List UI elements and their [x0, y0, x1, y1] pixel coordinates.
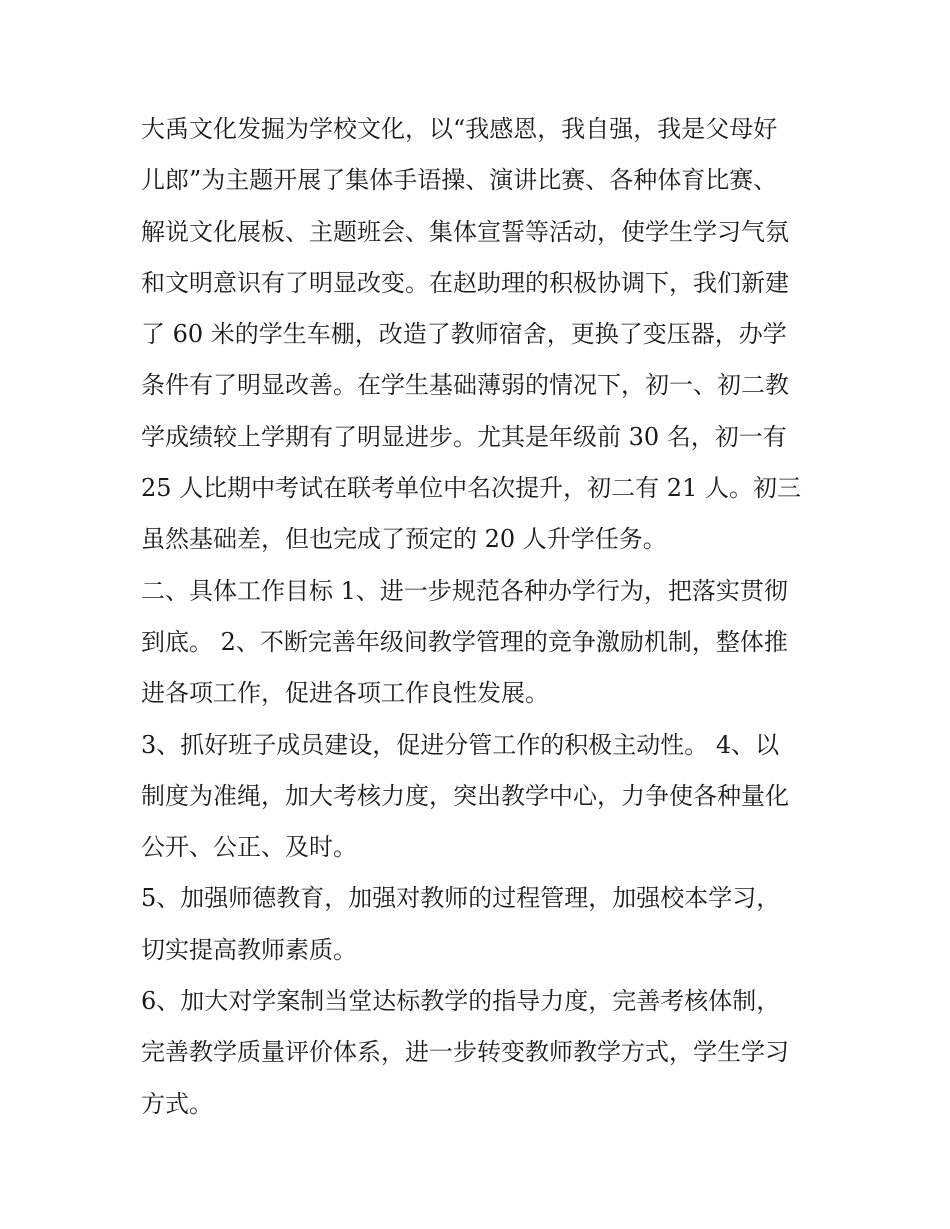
text-line: 6、加大对学案制当堂达标教学的指导力度，完善考核体制，: [141, 987, 781, 1016]
text-line: 25 人比期中考试在联考单位中名次提升，初二有 21 人。初三: [141, 474, 801, 503]
document-body: [141, 104, 821, 1130]
text-line: 完善教学质量评价体系，进一步转变教师教学方式，学生学习: [141, 1038, 789, 1067]
text-line: 5、加强师德教育，加强对教师的过程管理，加强校本学习，: [141, 884, 781, 913]
text-line: 儿郎”为主题开展了集体手语操、演讲比赛、各种体育比赛、: [141, 166, 778, 195]
text-line: 进各项工作，促进各项工作良性发展。: [141, 679, 549, 708]
text-line: 学成绩较上学期有了明显进步。尤其是年级前 30 名，初一有: [141, 422, 787, 451]
text-line: 虽然基础差，但也完成了预定的 20 人升学任务。: [141, 525, 667, 554]
section-heading-line: 二、具体工作目标 1、进一步规范各种办学行为，把落实贯彻: [141, 576, 788, 605]
text-line: 解说文化展板、主题班会、集体宣誓等活动，使学生学习气氛: [141, 217, 789, 246]
text-line: 3、抓好班子成员建设，促进分管工作的积极主动性。 4、以: [141, 730, 780, 759]
text-line: 制度为准绳，加大考核力度，突出教学中心，力争使各种量化: [141, 781, 789, 810]
text-line: 和文明意识有了明显改变。在赵助理的积极协调下，我们新建: [141, 268, 789, 297]
text-line: 条件有了明显改善。在学生基础薄弱的情况下，初一、初二教: [141, 371, 789, 400]
text-line: 公开、公正、及时。: [141, 833, 357, 862]
text-line: 切实提高教师素质。: [141, 935, 357, 964]
text-line: 方式。: [141, 1089, 213, 1118]
text-line: 到底。 2、不断完善年级间教学管理的竞争激励机制，整体推: [141, 627, 788, 656]
text-line: 了 60 米的学生车棚，改造了教师宿舍，更换了变压器，办学: [141, 320, 787, 349]
text-line: 大禹文化发掘为学校文化，以“我感恩，我自强，我是父母好: [141, 115, 778, 143]
